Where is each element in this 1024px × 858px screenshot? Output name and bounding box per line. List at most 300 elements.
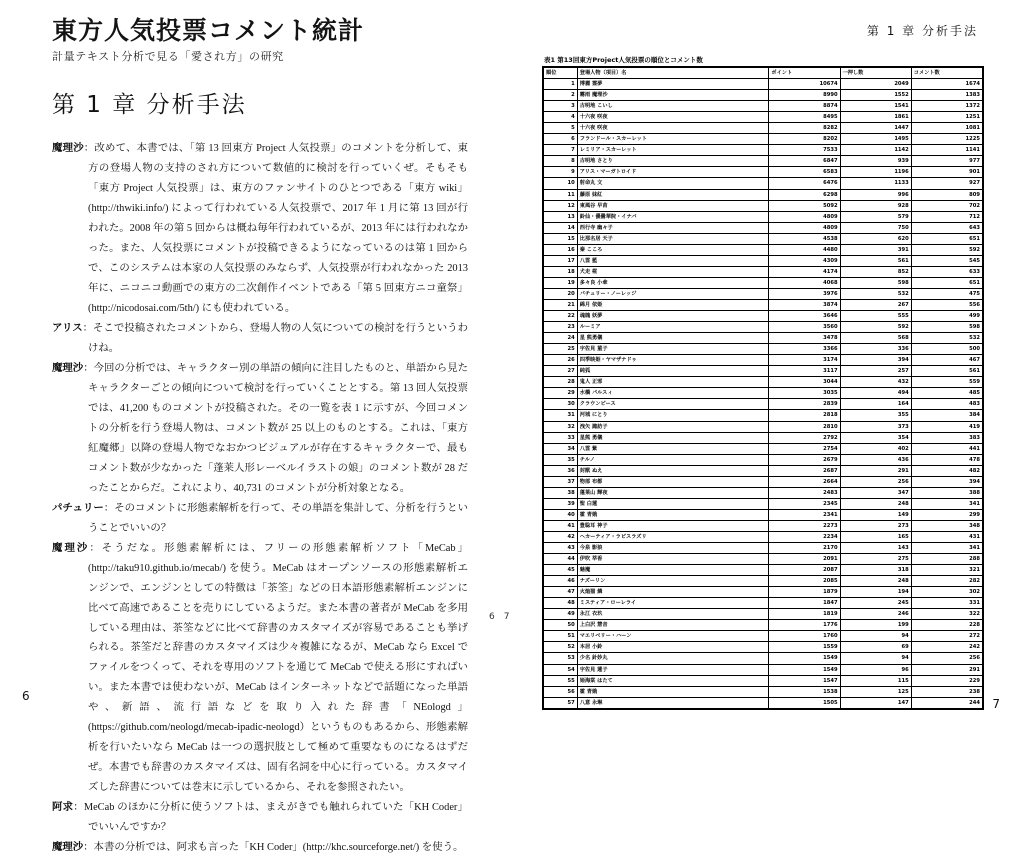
- table-row: [544, 355, 983, 366]
- paragraph-text: ：そこで投稿されたコメントから、登場人物の人気についての検討を行うというわけね。: [82, 322, 468, 354]
- table-row: [544, 333, 983, 344]
- cell-points: 2345: [769, 498, 840, 509]
- book-title: 東方人気投票コメント統計: [52, 16, 365, 45]
- table-row: [544, 178, 983, 189]
- cell-name: 藤原 妹紅: [577, 189, 769, 200]
- speaker-name: 魔理沙: [52, 362, 84, 374]
- cell-rank: 41: [544, 520, 578, 531]
- cell-points: 3366: [769, 344, 840, 355]
- cell-rank: 3: [544, 101, 578, 112]
- right-page: [512, 0, 1024, 727]
- table-row: [544, 90, 983, 101]
- cell-name: ミスティア・ローレライ: [577, 598, 769, 609]
- cell-points: 4480: [769, 244, 840, 255]
- cell-comments: 712: [911, 211, 982, 222]
- column-header-first: 一押し数: [840, 68, 911, 79]
- cell-points: 1819: [769, 609, 840, 620]
- cell-name: 永江 衣玖: [577, 609, 769, 620]
- cell-name: マエリベリー・ハーン: [577, 631, 769, 642]
- cell-comments: 561: [911, 366, 982, 377]
- cell-rank: 26: [544, 355, 578, 366]
- cell-comments: 431: [911, 531, 982, 542]
- dialogue-paragraph: [52, 499, 468, 539]
- cell-rank: 17: [544, 255, 578, 266]
- cell-points: 1538: [769, 686, 840, 697]
- cell-first: 354: [840, 432, 911, 443]
- cell-name: 蓬莱山 輝夜: [577, 487, 769, 498]
- cell-first: 164: [840, 399, 911, 410]
- cell-first: 750: [840, 222, 911, 233]
- cell-first: 561: [840, 255, 911, 266]
- cell-rank: 42: [544, 531, 578, 542]
- paragraph-text: ：そのコメントに形態素解析を行って、その単語を集計して、分析を行うということでいいの？: [88, 502, 468, 534]
- cell-comments: 545: [911, 255, 982, 266]
- cell-points: 8874: [769, 101, 840, 112]
- cell-first: 1142: [840, 145, 911, 156]
- table-row: [544, 421, 983, 432]
- gutter-folio-right: 7: [503, 612, 519, 622]
- cell-rank: 47: [544, 587, 578, 598]
- left-page: [0, 0, 512, 854]
- cell-points: 7533: [769, 145, 840, 156]
- cell-first: 165: [840, 531, 911, 542]
- cell-rank: 32: [544, 421, 578, 432]
- cell-comments: 467: [911, 355, 982, 366]
- dialogue-paragraph: [52, 539, 468, 799]
- cell-points: 3044: [769, 377, 840, 388]
- table-row: [544, 642, 983, 653]
- cell-comments: 702: [911, 200, 982, 211]
- cell-rank: 40: [544, 509, 578, 520]
- cell-comments: 302: [911, 587, 982, 598]
- table-row: [544, 288, 983, 299]
- cell-name: 星 熊勇儀: [577, 333, 769, 344]
- cell-first: 147: [840, 697, 911, 708]
- gutter-folio-left: 6: [489, 612, 504, 622]
- cell-points: 2087: [769, 565, 840, 576]
- cell-name: 魅魔: [577, 565, 769, 576]
- speaker-name: 阿求: [52, 802, 74, 814]
- cell-points: 3874: [769, 299, 840, 310]
- cell-points: 8282: [769, 123, 840, 134]
- cell-name: 聖 白蓮: [577, 498, 769, 509]
- cell-comments: 592: [911, 244, 982, 255]
- cell-first: 194: [840, 587, 911, 598]
- cell-first: 267: [840, 299, 911, 310]
- folio-left-page: 6: [22, 689, 30, 703]
- speaker-name: 魔理沙: [52, 842, 84, 854]
- paragraph-text: ：改めて、本書では、「第 13 回東方 Project 人気投票」のコメントを分析して、東方の登場人物の支持のされ方について数値的に検討を行っていくぜ。そもそも「東方 Project 人気投票」は、東方のファンサイトのひとつである「東方 wiki」(http://thwiki.info/) によって行われている人気投票で、2017 年 1 月に第 13 回が行われた。2008 年の第 5 回からは概ね毎年行われているが、2013 年には行われなかった。また、人気投票にコメントが投稿できるようになっているのは第 1 回からで、このシステムは本家の人気投票のみならず、人気投票が行われなかった 2013 年に、ニコニコ動画での東方の二次創作イベントである「第 5 回東方ニコ童祭」(http://nicodosai.com/5th/) にも使われている。: [83, 143, 469, 314]
- cell-name: 鬼人 正邪: [577, 377, 769, 388]
- table-row: [544, 576, 983, 587]
- cell-comments: 485: [911, 388, 982, 399]
- cell-rank: 46: [544, 576, 578, 587]
- cell-rank: 50: [544, 620, 578, 631]
- cell-name: アリス・マーガトロイド: [577, 167, 769, 178]
- cell-rank: 16: [544, 244, 578, 255]
- table-row: [544, 443, 983, 454]
- cell-comments: 1081: [911, 123, 982, 134]
- cell-rank: 34: [544, 443, 578, 454]
- cell-first: 391: [840, 244, 911, 255]
- table-row: [544, 79, 983, 90]
- cell-name: 豊聡耳 神子: [577, 520, 769, 531]
- cell-name: 綿月 依姫: [577, 299, 769, 310]
- table-row: [544, 620, 983, 631]
- cell-points: 4809: [769, 211, 840, 222]
- table-row: [544, 366, 983, 377]
- cell-rank: 25: [544, 344, 578, 355]
- table-row: [544, 189, 983, 200]
- dialogue-paragraph: [52, 798, 468, 838]
- cell-rank: 8: [544, 156, 578, 167]
- cell-name: 霍 青娥: [577, 686, 769, 697]
- cell-name: 古明地 こいし: [577, 101, 769, 112]
- cell-rank: 12: [544, 200, 578, 211]
- table-caption: 表1 第13回東方Project人気投票の順位とコメント数: [544, 56, 703, 64]
- cell-rank: 6: [544, 134, 578, 145]
- cell-first: 555: [840, 311, 911, 322]
- cell-name: クラウンピース: [577, 399, 769, 410]
- cell-name: 八雲 藍: [577, 255, 769, 266]
- cell-comments: 1251: [911, 112, 982, 123]
- folio-right-page: 7: [992, 697, 1000, 711]
- book-subtitle: 計量テキスト分析で見る「愛され方」の研究: [52, 50, 284, 64]
- cell-rank: 9: [544, 167, 578, 178]
- cell-points: 2091: [769, 554, 840, 565]
- cell-comments: 643: [911, 222, 982, 233]
- table-row: [544, 531, 983, 542]
- cell-rank: 57: [544, 697, 578, 708]
- cell-points: 2754: [769, 443, 840, 454]
- cell-name: 古明地 さとり: [577, 156, 769, 167]
- cell-rank: 30: [544, 399, 578, 410]
- cell-name: 西行寺 幽々子: [577, 222, 769, 233]
- cell-comments: 384: [911, 410, 982, 421]
- cell-points: 2839: [769, 399, 840, 410]
- cell-first: 2049: [840, 79, 911, 90]
- cell-rank: 49: [544, 609, 578, 620]
- cell-comments: 977: [911, 156, 982, 167]
- cell-first: 336: [840, 344, 911, 355]
- column-header-points: ポイント: [769, 68, 840, 79]
- cell-name: 犬走 椛: [577, 266, 769, 277]
- cell-first: 1133: [840, 178, 911, 189]
- cell-name: 比那名居 天子: [577, 233, 769, 244]
- table-row: [544, 101, 983, 112]
- cell-points: 10674: [769, 79, 840, 90]
- table-row: [544, 388, 983, 399]
- cell-rank: 54: [544, 664, 578, 675]
- cell-rank: 24: [544, 333, 578, 344]
- table-row: [544, 255, 983, 266]
- cell-first: 939: [840, 156, 911, 167]
- cell-comments: 383: [911, 432, 982, 443]
- cell-first: 245: [840, 598, 911, 609]
- table-row: [544, 145, 983, 156]
- cell-first: 257: [840, 366, 911, 377]
- cell-comments: 475: [911, 288, 982, 299]
- cell-comments: 341: [911, 543, 982, 554]
- table-row: [544, 554, 983, 565]
- cell-name: 射命丸 文: [577, 178, 769, 189]
- cell-first: 436: [840, 454, 911, 465]
- cell-name: 十六夜 咲夜: [577, 123, 769, 134]
- cell-comments: 478: [911, 454, 982, 465]
- cell-name: 霧雨 魔理沙: [577, 90, 769, 101]
- cell-name: 星熊 勇儀: [577, 432, 769, 443]
- cell-rank: 33: [544, 432, 578, 443]
- cell-points: 2234: [769, 531, 840, 542]
- cell-comments: 483: [911, 399, 982, 410]
- poll-table-container: [542, 66, 984, 710]
- table-row: [544, 123, 983, 134]
- cell-name: 鈴仙・優曇華院・イナバ: [577, 211, 769, 222]
- column-header-rank: 順位: [544, 68, 578, 79]
- cell-name: 封獣 ぬえ: [577, 465, 769, 476]
- table-row: [544, 112, 983, 123]
- cell-name: レミリア・スカーレット: [577, 145, 769, 156]
- table-body: [544, 79, 983, 709]
- table-row: [544, 520, 983, 531]
- cell-first: 94: [840, 653, 911, 664]
- cell-first: 373: [840, 421, 911, 432]
- cell-rank: 2: [544, 90, 578, 101]
- dialogue-paragraph: [52, 319, 468, 359]
- table-row: [544, 675, 983, 686]
- table-header-row: [544, 68, 983, 79]
- cell-name: 十六夜 咲夜: [577, 112, 769, 123]
- cell-rank: 11: [544, 189, 578, 200]
- cell-comments: 556: [911, 299, 982, 310]
- table-row: [544, 311, 983, 322]
- cell-points: 2679: [769, 454, 840, 465]
- cell-comments: 282: [911, 576, 982, 587]
- cell-comments: 322: [911, 609, 982, 620]
- cell-points: 2664: [769, 476, 840, 487]
- cell-name: 八雲 紫: [577, 443, 769, 454]
- cell-name: ナズーリン: [577, 576, 769, 587]
- cell-comments: 229: [911, 675, 982, 686]
- cell-comments: 321: [911, 565, 982, 576]
- cell-first: 394: [840, 355, 911, 366]
- cell-first: 248: [840, 576, 911, 587]
- table-row: [544, 399, 983, 410]
- cell-points: 8990: [769, 90, 840, 101]
- cell-first: 199: [840, 620, 911, 631]
- cell-points: 8202: [769, 134, 840, 145]
- table-row: [544, 498, 983, 509]
- speaker-name: 魔理沙: [52, 542, 90, 554]
- speaker-name: 魔理沙: [52, 143, 84, 155]
- poll-table: [543, 67, 983, 709]
- cell-first: 96: [840, 664, 911, 675]
- cell-first: 94: [840, 631, 911, 642]
- cell-points: 4309: [769, 255, 840, 266]
- cell-name: 伊吹 萃香: [577, 554, 769, 565]
- cell-points: 2792: [769, 432, 840, 443]
- table-row: [544, 476, 983, 487]
- table-row: [544, 211, 983, 222]
- table-row: [544, 156, 983, 167]
- table-row: [544, 487, 983, 498]
- cell-comments: 341: [911, 498, 982, 509]
- cell-comments: 499: [911, 311, 982, 322]
- cell-first: 568: [840, 333, 911, 344]
- dialogue-paragraph: [52, 838, 468, 858]
- cell-rank: 29: [544, 388, 578, 399]
- cell-name: 東風谷 早苗: [577, 200, 769, 211]
- cell-comments: 419: [911, 421, 982, 432]
- cell-points: 6476: [769, 178, 840, 189]
- table-row: [544, 509, 983, 520]
- cell-first: 1541: [840, 101, 911, 112]
- paragraph-text: ：本書の分析では、阿求も言った「KH Coder」(http://khc.sourceforge.net/) を使う。: [83, 842, 464, 854]
- cell-first: 143: [840, 543, 911, 554]
- cell-name: 火焔猫 燐: [577, 587, 769, 598]
- cell-first: 598: [840, 277, 911, 288]
- cell-points: 2810: [769, 421, 840, 432]
- cell-comments: 242: [911, 642, 982, 653]
- cell-rank: 10: [544, 178, 578, 189]
- cell-comments: 256: [911, 653, 982, 664]
- cell-first: 996: [840, 189, 911, 200]
- cell-comments: 244: [911, 697, 982, 708]
- cell-first: 115: [840, 675, 911, 686]
- cell-rank: 35: [544, 454, 578, 465]
- cell-name: 洩矢 諏訪子: [577, 421, 769, 432]
- cell-first: 532: [840, 288, 911, 299]
- cell-points: 2687: [769, 465, 840, 476]
- table-row: [544, 465, 983, 476]
- table-row: [544, 631, 983, 642]
- cell-name: 宇佐見 蓮子: [577, 664, 769, 675]
- cell-points: 3646: [769, 311, 840, 322]
- cell-points: 1549: [769, 653, 840, 664]
- cell-name: 上白沢 慧音: [577, 620, 769, 631]
- cell-name: 今泉 影狼: [577, 543, 769, 554]
- table-row: [544, 565, 983, 576]
- cell-first: 248: [840, 498, 911, 509]
- cell-rank: 14: [544, 222, 578, 233]
- cell-rank: 27: [544, 366, 578, 377]
- cell-comments: 598: [911, 322, 982, 333]
- cell-name: 物部 布都: [577, 476, 769, 487]
- cell-points: 6847: [769, 156, 840, 167]
- cell-points: 2341: [769, 509, 840, 520]
- cell-rank: 45: [544, 565, 578, 576]
- cell-name: 純狐: [577, 366, 769, 377]
- chapter-title: 第 1 章 分析手法: [52, 92, 247, 119]
- cell-first: 149: [840, 509, 911, 520]
- table-row: [544, 134, 983, 145]
- cell-rank: 43: [544, 543, 578, 554]
- cell-first: 592: [840, 322, 911, 333]
- cell-rank: 21: [544, 299, 578, 310]
- cell-rank: 53: [544, 653, 578, 664]
- cell-comments: 901: [911, 167, 982, 178]
- cell-first: 355: [840, 410, 911, 421]
- table-row: [544, 609, 983, 620]
- cell-first: 1861: [840, 112, 911, 123]
- cell-first: 291: [840, 465, 911, 476]
- cell-name: 八意 永琳: [577, 697, 769, 708]
- cell-first: 256: [840, 476, 911, 487]
- cell-comments: 809: [911, 189, 982, 200]
- cell-points: 1505: [769, 697, 840, 708]
- cell-first: 928: [840, 200, 911, 211]
- cell-comments: 532: [911, 333, 982, 344]
- table-row: [544, 432, 983, 443]
- cell-points: 2818: [769, 410, 840, 421]
- cell-comments: 441: [911, 443, 982, 454]
- cell-rank: 56: [544, 686, 578, 697]
- cell-first: 852: [840, 266, 911, 277]
- cell-first: 1196: [840, 167, 911, 178]
- cell-rank: 20: [544, 288, 578, 299]
- dialogue-paragraph: [52, 359, 468, 499]
- cell-name: 霍 青娥: [577, 509, 769, 520]
- cell-first: 125: [840, 686, 911, 697]
- cell-points: 4174: [769, 266, 840, 277]
- table-row: [544, 222, 983, 233]
- cell-comments: 1141: [911, 145, 982, 156]
- table-row: [544, 344, 983, 355]
- running-head: 第 1 章 分析手法: [866, 24, 978, 38]
- cell-name: 姫海棠 はたて: [577, 675, 769, 686]
- cell-comments: 633: [911, 266, 982, 277]
- cell-points: 3174: [769, 355, 840, 366]
- cell-rank: 15: [544, 233, 578, 244]
- table-row: [544, 167, 983, 178]
- table-row: [544, 233, 983, 244]
- cell-points: 1547: [769, 675, 840, 686]
- cell-points: 4809: [769, 222, 840, 233]
- speaker-name: パチュリー: [52, 502, 104, 514]
- cell-name: ヘカーティア・ラピスラズリ: [577, 531, 769, 542]
- cell-comments: 927: [911, 178, 982, 189]
- table-row: [544, 244, 983, 255]
- cell-comments: 238: [911, 686, 982, 697]
- cell-rank: 13: [544, 211, 578, 222]
- cell-comments: 348: [911, 520, 982, 531]
- cell-comments: 1225: [911, 134, 982, 145]
- cell-points: 8495: [769, 112, 840, 123]
- cell-name: フランドール・スカーレット: [577, 134, 769, 145]
- cell-comments: 299: [911, 509, 982, 520]
- cell-comments: 288: [911, 554, 982, 565]
- table-row: [544, 598, 983, 609]
- cell-points: 3035: [769, 388, 840, 399]
- cell-comments: 651: [911, 277, 982, 288]
- cell-first: 69: [840, 642, 911, 653]
- cell-first: 494: [840, 388, 911, 399]
- table-row: [544, 653, 983, 664]
- cell-name: ルーミア: [577, 322, 769, 333]
- cell-rank: 55: [544, 675, 578, 686]
- cell-rank: 48: [544, 598, 578, 609]
- cell-first: 1447: [840, 123, 911, 134]
- table-row: [544, 200, 983, 211]
- cell-first: 432: [840, 377, 911, 388]
- cell-rank: 22: [544, 311, 578, 322]
- cell-name: パチュリー・ノーレッジ: [577, 288, 769, 299]
- cell-rank: 44: [544, 554, 578, 565]
- cell-comments: 388: [911, 487, 982, 498]
- cell-rank: 28: [544, 377, 578, 388]
- cell-first: 246: [840, 609, 911, 620]
- paragraph-text: ：MeCab のほかに分析に使うソフトは、まえがきでも触れられていた「KH Coder」でいいんですか？: [73, 802, 469, 834]
